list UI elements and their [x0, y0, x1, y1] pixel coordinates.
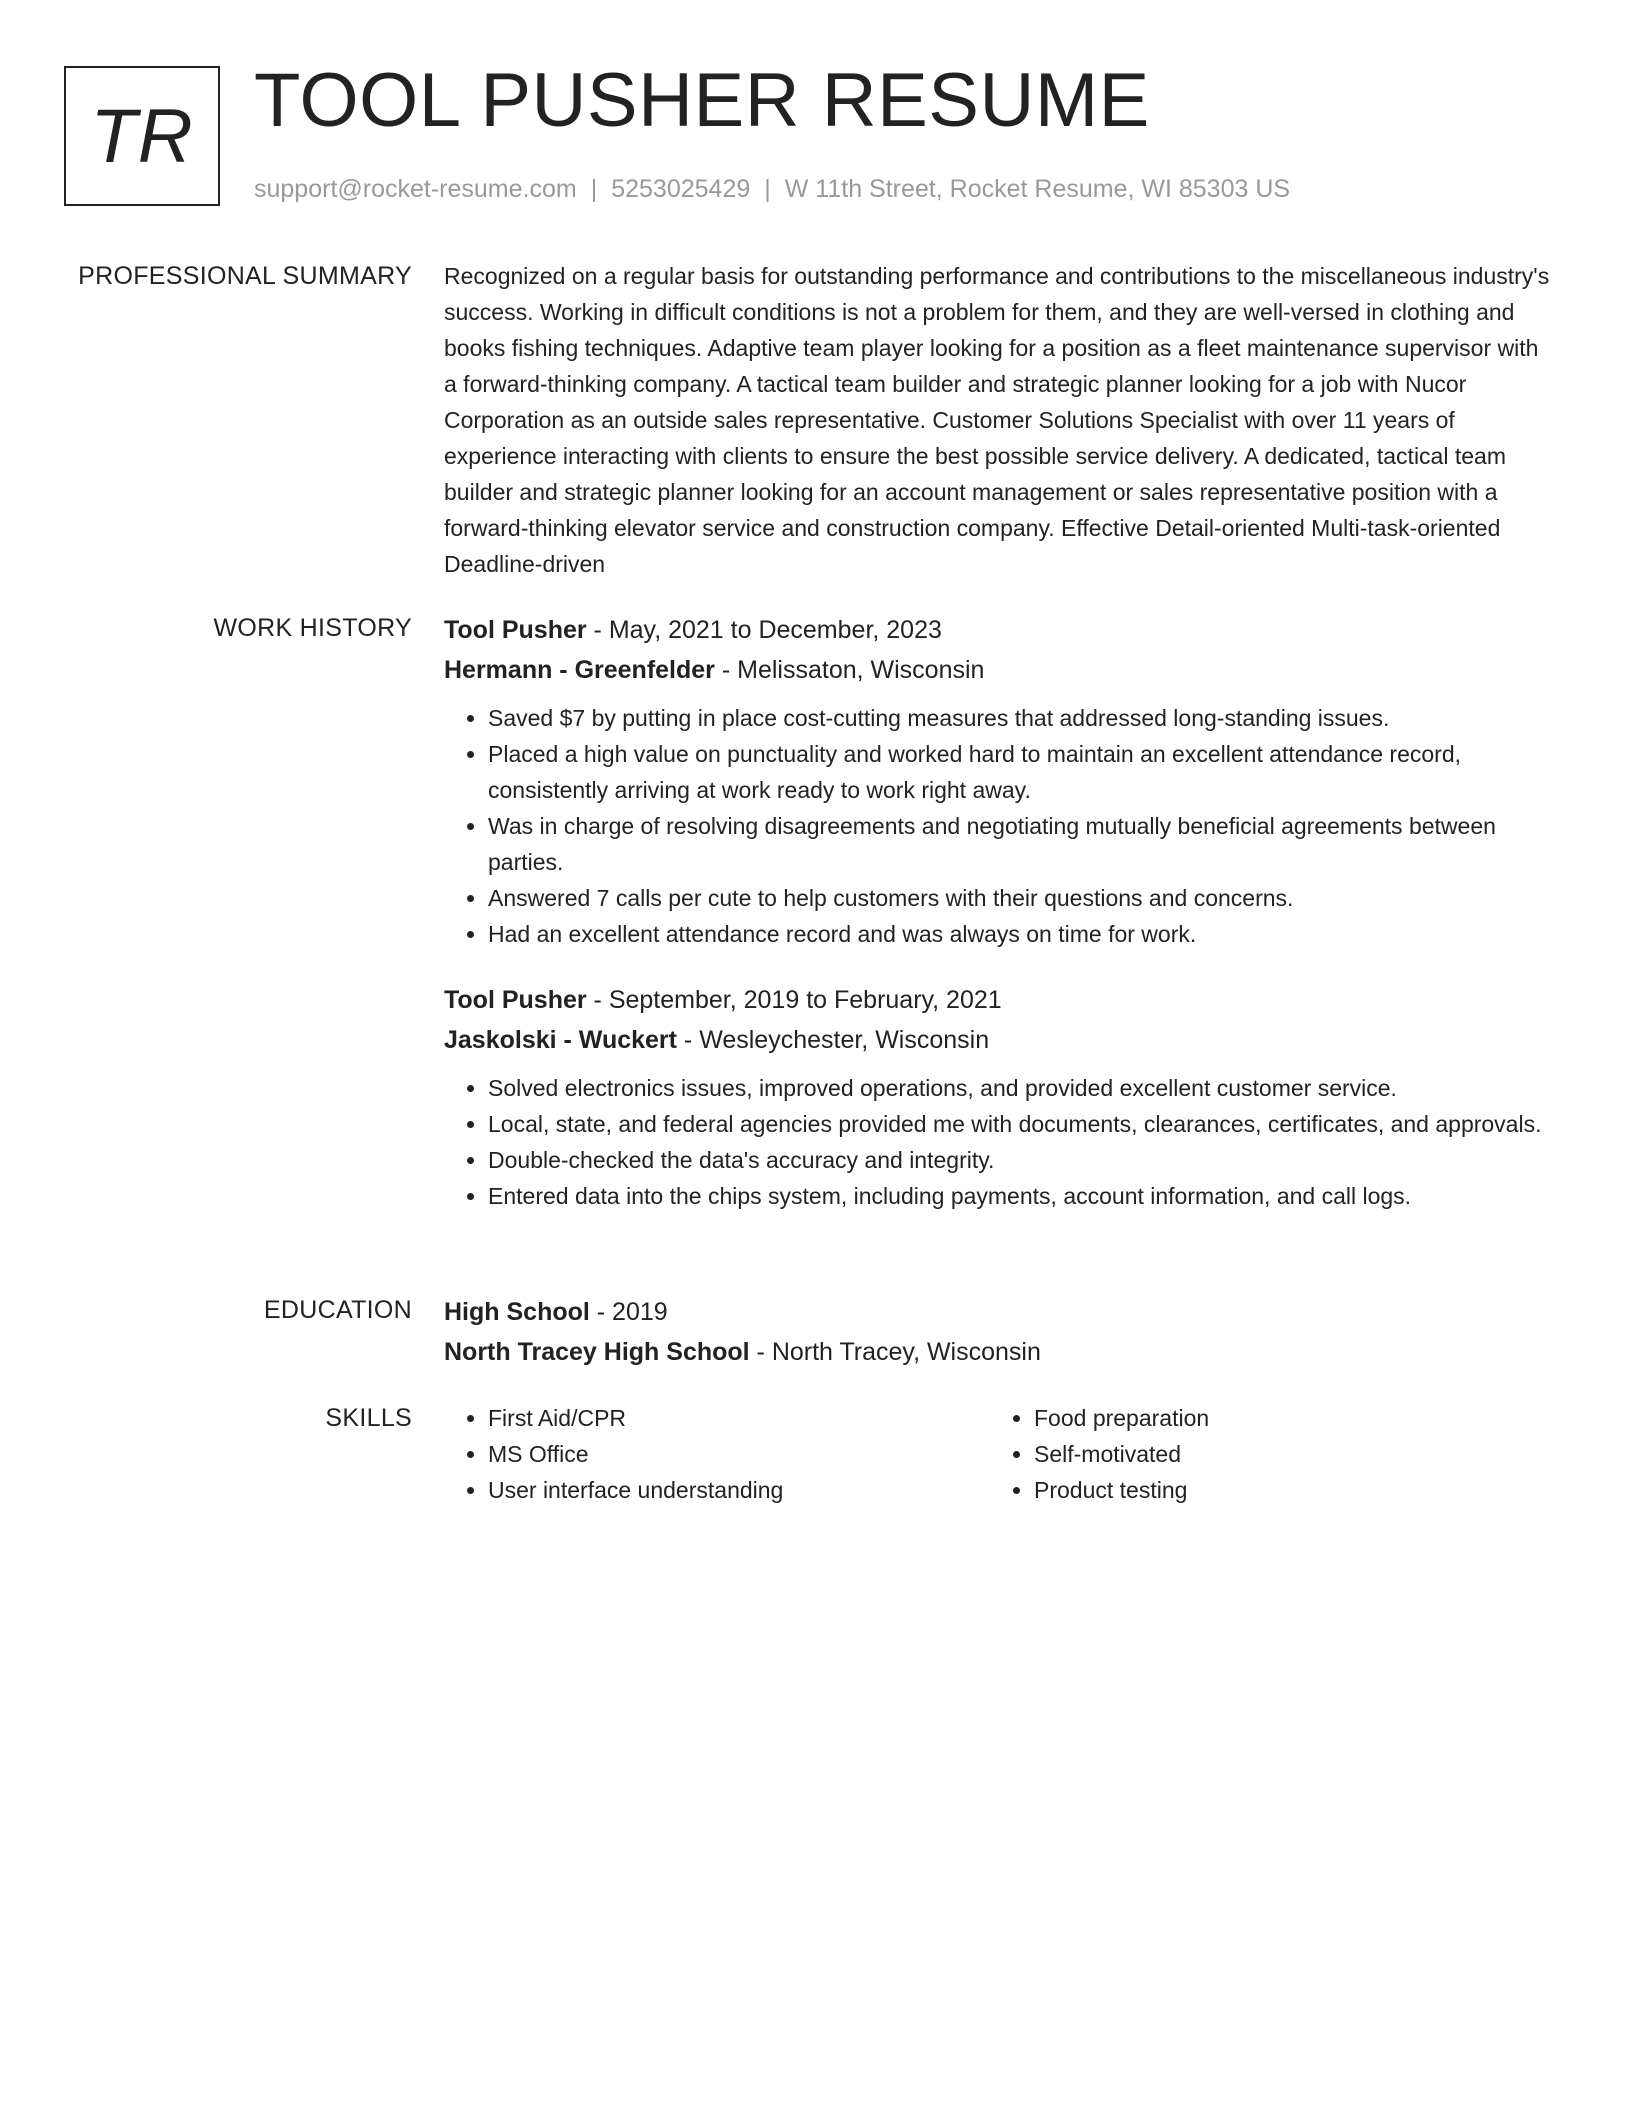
- job-title-line: [444, 980, 1556, 1020]
- skills-grid: [444, 1400, 1556, 1508]
- skill-item: • Product testing: [1034, 1472, 1536, 1508]
- job-location: - Melissaton, Wisconsin: [714, 656, 985, 684]
- section-label-skills: SKILLS: [325, 1404, 412, 1432]
- job-company-line: [444, 650, 1556, 690]
- skills-body: [444, 1400, 1556, 1508]
- job-bullet: • Solved electronics issues, improved operations, and provided excellent customer service.: [488, 1070, 1556, 1106]
- skill-item: • MS Office: [488, 1436, 990, 1472]
- job-company: Jaskolski - Wuckert: [444, 1026, 677, 1054]
- job-bullets: [444, 700, 1556, 952]
- contact-address: W 11th Street, Rocket Resume, WI 85303 US: [784, 175, 1291, 203]
- skill-item: • First Aid/CPR: [488, 1400, 990, 1436]
- summary-text: Recognized on a regular basis for outstanding performance and contributions to the miscellaneous industry's success. Working in difficult conditions is not a problem for them, and they are well-versed in clothing and books fishing techniques. Adaptive team player looking for a position as a fleet maintenance supervisor with a forward-thinking company. A tactical team builder and strategic planner looking for a job with Nucor Corporation as an outside sales representative. Customer Solutions Specialist with over 11 years of experience interacting with clients to ensure the best possible service delivery. A dedicated, tactical team builder and strategic planner looking for an account management or sales representative position with a forward-thinking elevator service and construction company. Effective Detail-oriented Multi-task-oriented Deadline-driven: [444, 263, 1550, 577]
- education-year: - 2019: [589, 1298, 668, 1326]
- job-location: - Wesleychester, Wisconsin: [676, 1026, 990, 1054]
- skills-column-left: [444, 1400, 990, 1508]
- job-bullet: • Local, state, and federal agencies provided me with documents, clearances, certificates, and approvals.: [488, 1106, 1556, 1142]
- job-bullet: • Had an excellent attendance record and was always on time for work.: [488, 916, 1556, 952]
- education-school-line: [444, 1332, 1556, 1372]
- job-bullet: • Was in charge of resolving disagreements and negotiating mutually beneficial agreements between parties.: [488, 808, 1556, 880]
- job-title: Tool Pusher: [444, 986, 587, 1014]
- job-bullets: [444, 1070, 1556, 1214]
- job-bullet: • Double-checked the data's accuracy and integrity.: [488, 1142, 1556, 1178]
- contact-separator: |: [764, 175, 771, 203]
- resume-title: TOOL PUSHER RESUME: [254, 58, 1150, 143]
- job-bullet: • Answered 7 calls per cute to help customers with their questions and concerns.: [488, 880, 1556, 916]
- education-body: [444, 1292, 1556, 1372]
- section-label-education: EDUCATION: [263, 1296, 412, 1324]
- section-label-work-history: WORK HISTORY: [213, 614, 412, 642]
- skill-item: • Self-motivated: [1034, 1436, 1536, 1472]
- contact-email[interactable]: support@rocket-resume.com: [254, 175, 577, 203]
- education-school: North Tracey High School: [444, 1338, 750, 1366]
- job-bullet: • Entered data into the chips system, including payments, account information, and call logs.: [488, 1178, 1556, 1214]
- summary-body: [444, 258, 1556, 582]
- contact-phone[interactable]: 5253025429: [611, 175, 751, 203]
- monogram-logo: TR: [64, 66, 220, 206]
- skill-item: • Food preparation: [1034, 1400, 1536, 1436]
- section-label-summary: PROFESSIONAL SUMMARY: [78, 262, 412, 290]
- job-dates: - September, 2019 to February, 2021: [586, 986, 1002, 1014]
- skill-item: • User interface understanding: [488, 1472, 990, 1508]
- work-history-body: [444, 610, 1556, 1236]
- job-bullet: • Saved $7 by putting in place cost-cutting measures that addressed long-standing issues.: [488, 700, 1556, 736]
- job-title: Tool Pusher: [444, 616, 587, 644]
- job-entry: [444, 980, 1556, 1214]
- job-entry: [444, 610, 1556, 952]
- education-degree-line: [444, 1292, 1556, 1332]
- contact-line: [254, 172, 1290, 206]
- job-title-line: [444, 610, 1556, 650]
- skills-column-right: [990, 1400, 1536, 1508]
- education-location: - North Tracey, Wisconsin: [749, 1338, 1041, 1366]
- job-dates: - May, 2021 to December, 2023: [586, 616, 942, 644]
- contact-separator: |: [590, 175, 598, 203]
- job-bullet: • Placed a high value on punctuality and worked hard to maintain an excellent attendance record, consistently arriving at work ready to work right away.: [488, 736, 1556, 808]
- job-company: Hermann - Greenfelder: [444, 656, 715, 684]
- job-company-line: [444, 1020, 1556, 1060]
- education-degree: High School: [444, 1298, 590, 1326]
